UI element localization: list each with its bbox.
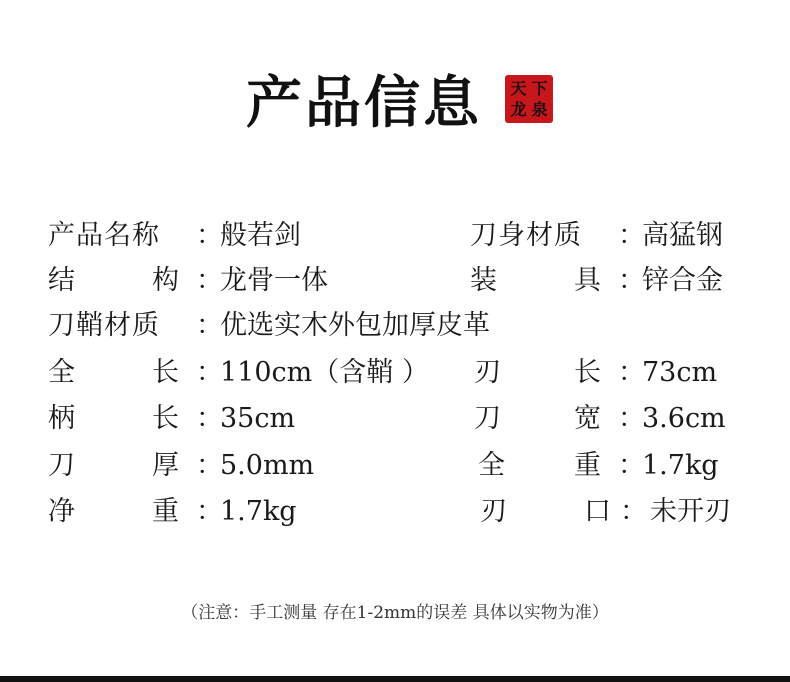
spec-row-total-length — [48, 353, 458, 393]
spec-colon: ： — [196, 265, 223, 296]
spec-value: 般若剑 — [220, 220, 301, 251]
spec-colon: ： — [196, 450, 223, 481]
spec-label: 刃 — [474, 357, 501, 388]
spec-colon: ： — [196, 496, 223, 527]
spec-label: 刀 — [474, 403, 501, 434]
spec-label: 产品名称 — [48, 220, 160, 251]
spec-label: 净 — [48, 496, 75, 527]
spec-row-blade-width — [474, 399, 764, 439]
spec-value: 锌合金 — [642, 265, 723, 296]
spec-label: 宽 — [574, 403, 601, 434]
spec-row-total-weight — [478, 446, 768, 486]
bottom-divider — [0, 676, 790, 682]
spec-label: 刃 — [480, 496, 507, 527]
spec-value: 未开刃 — [650, 496, 731, 527]
spec-value: 1.7kg — [220, 496, 297, 527]
spec-value: 35cm — [220, 403, 296, 434]
spec-value: 1.7kg — [642, 450, 719, 481]
seal-char: 天 — [510, 79, 527, 98]
spec-label: 结 — [48, 265, 75, 296]
spec-label: 具 — [574, 265, 601, 296]
spec-label: 重 — [152, 496, 179, 527]
spec-label: 刀身材质 — [470, 220, 582, 251]
spec-row-blade-length — [474, 353, 764, 393]
spec-value: 73cm — [642, 357, 718, 388]
spec-row-structure — [48, 261, 368, 301]
spec-label: 全 — [48, 357, 75, 388]
spec-label: 构 — [152, 265, 179, 296]
spec-label: 长 — [152, 357, 179, 388]
spec-row-sheath — [48, 306, 608, 346]
spec-value: 3.6cm — [642, 403, 726, 434]
spec-value: 110cm（含鞘 ） — [220, 357, 429, 388]
spec-row-handle-length — [48, 399, 368, 439]
spec-row-material — [470, 216, 760, 256]
spec-colon: ： — [618, 403, 645, 434]
spec-row-name — [48, 216, 348, 256]
spec-row-net-weight — [48, 492, 368, 532]
spec-label: 柄 — [48, 403, 75, 434]
spec-label: 重 — [574, 450, 601, 481]
spec-colon: ： — [618, 357, 645, 388]
page-title: 产品信息 — [246, 71, 482, 136]
spec-label: 全 — [478, 450, 505, 481]
spec-colon: ： — [618, 265, 645, 296]
spec-value: 高猛钢 — [642, 220, 723, 251]
spec-label: 厚 — [152, 450, 179, 481]
spec-label: 长 — [574, 357, 601, 388]
spec-colon: ： — [620, 496, 647, 527]
spec-colon: ： — [196, 403, 223, 434]
spec-label: 刀鞘材质 — [48, 310, 160, 341]
spec-label: 装 — [470, 265, 497, 296]
spec-colon: ： — [196, 357, 223, 388]
spec-value: 龙骨一体 — [220, 265, 328, 296]
spec-label: 刀 — [48, 450, 75, 481]
seal-stamp — [505, 75, 553, 123]
seal-char: 下 — [531, 79, 548, 98]
spec-colon: ： — [618, 220, 645, 251]
spec-value: 5.0mm — [220, 450, 315, 481]
seal-char: 龙 — [510, 100, 527, 119]
spec-colon: ： — [618, 450, 645, 481]
spec-label: 口 — [584, 496, 611, 527]
spec-label: 长 — [152, 403, 179, 434]
spec-colon: ： — [196, 310, 223, 341]
spec-row-blade-thickness — [48, 446, 368, 486]
seal-char: 泉 — [531, 100, 548, 119]
spec-value: 优选实木外包加厚皮革 — [220, 310, 490, 341]
spec-row-edge — [480, 492, 770, 532]
spec-colon: ： — [196, 220, 223, 251]
spec-row-fitting — [470, 261, 760, 301]
measurement-note: （注意：手工测量 存在1-2mm的误差 具体以实物为准） — [181, 603, 609, 623]
